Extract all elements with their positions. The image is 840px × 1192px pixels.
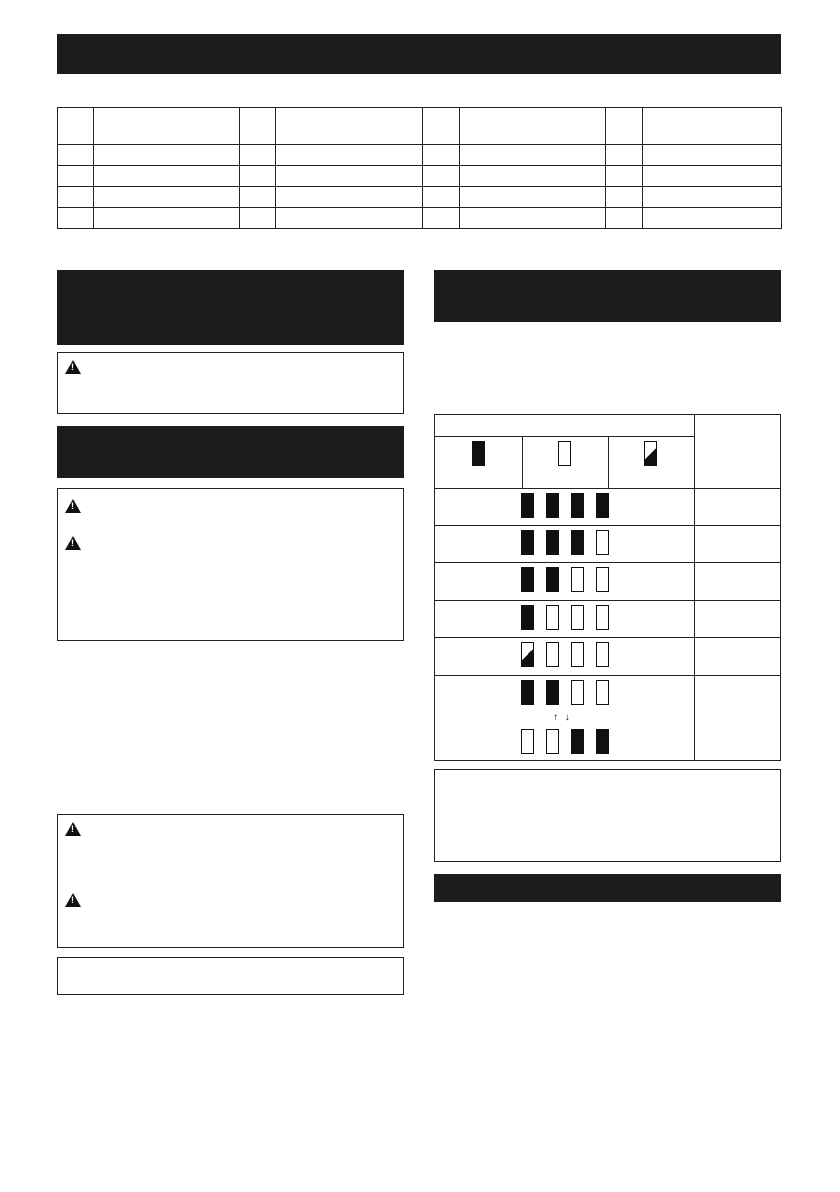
indicator-segment [546, 729, 559, 754]
indicator-segment [596, 680, 609, 705]
indicator-segment [521, 680, 534, 705]
table-row [58, 187, 782, 208]
left-section-header-2 [57, 426, 404, 478]
indicator-segment [521, 567, 534, 592]
warning-icon [65, 893, 81, 907]
legend-off-icon [558, 441, 571, 466]
indicator-segment [571, 729, 584, 754]
indicator-segment [546, 493, 559, 518]
indicator-segment [596, 567, 609, 592]
note-box-right [434, 769, 781, 862]
indicator-segment [546, 680, 559, 705]
indicator-segment [596, 605, 609, 630]
left-section-header-1 [57, 270, 404, 345]
indicator-segment [571, 680, 584, 705]
right-section-header [434, 270, 781, 322]
section-header-bar [57, 34, 781, 74]
indicator-segment [571, 605, 584, 630]
indicator-segment [596, 642, 609, 667]
indicator-segment [571, 493, 584, 518]
warning-icon [65, 822, 81, 836]
table-row [58, 166, 782, 187]
indicator-segment [521, 493, 534, 518]
table-row [58, 208, 782, 229]
warning-icon [65, 360, 81, 374]
legend-blinking-icon [644, 441, 657, 466]
indicator-segment [546, 605, 559, 630]
note-box-left [57, 957, 404, 995]
indicator-segment [546, 567, 559, 592]
legend-lit-icon [472, 441, 485, 466]
parts-table [57, 107, 782, 229]
warning-box-1 [57, 352, 404, 414]
right-bottom-header [434, 874, 781, 902]
table-row [58, 108, 782, 145]
indicator-segment [571, 642, 584, 667]
indicator-segment [521, 642, 534, 667]
warning-icon [65, 536, 81, 550]
alternate-arrows: ↑ ↓ [553, 712, 572, 723]
indicator-segment [521, 530, 534, 555]
indicator-segment [596, 729, 609, 754]
indicator-segment [546, 530, 559, 555]
warning-icon [65, 499, 81, 513]
indicator-segment [546, 642, 559, 667]
indicator-segment [571, 530, 584, 555]
table-row [58, 145, 782, 166]
indicator-segment [596, 493, 609, 518]
indicator-segment [596, 530, 609, 555]
indicator-segment [521, 605, 534, 630]
warning-box-3 [57, 814, 404, 948]
warning-box-2 [57, 488, 404, 641]
battery-indicator-table [434, 414, 781, 761]
indicator-segment [521, 729, 534, 754]
indicator-segment [571, 567, 584, 592]
